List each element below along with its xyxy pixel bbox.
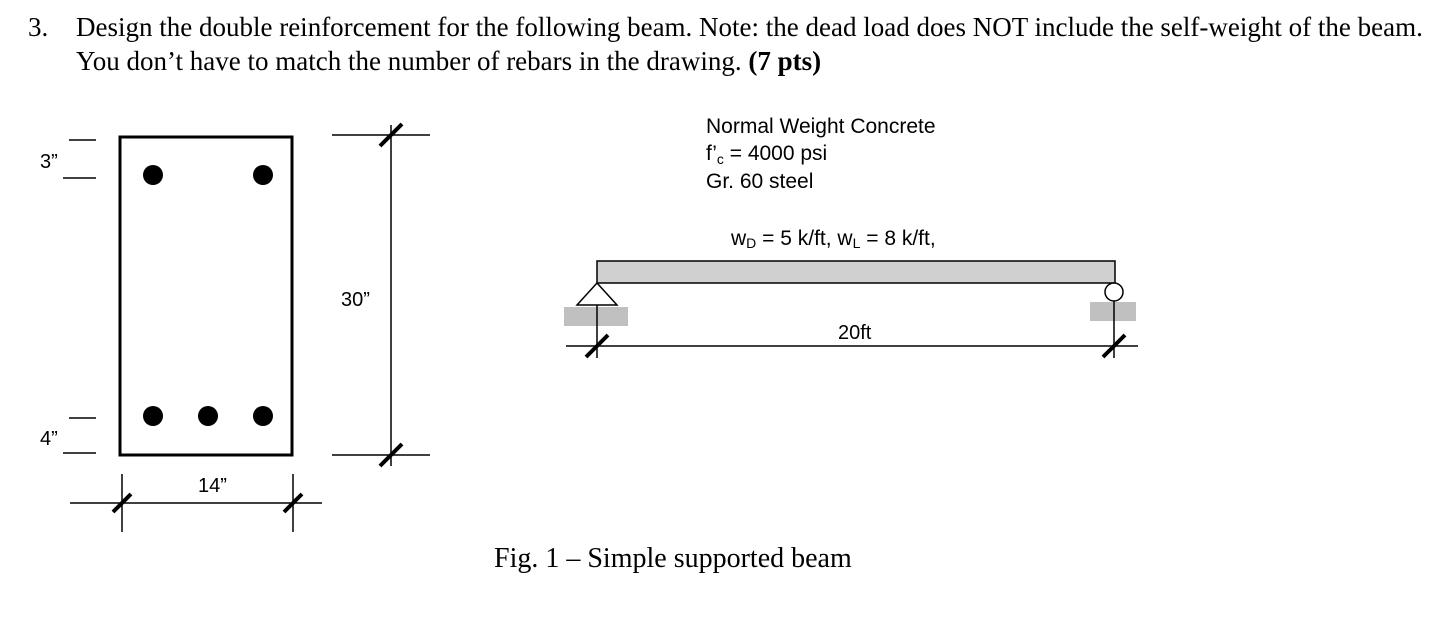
bottom-rebar <box>198 406 218 426</box>
span-label: 20ft <box>838 322 872 344</box>
steel-label: Gr. 60 steel <box>706 170 814 193</box>
bottom-rebar <box>143 406 163 426</box>
top-rebar <box>253 165 273 185</box>
width-label: 14” <box>198 475 227 497</box>
load-label: wD = 5 k/ft, wL = 8 k/ft, <box>731 227 936 251</box>
beam-elevation <box>597 261 1115 283</box>
question-body: Design the double reinforcement for the following beam. Note: the dead load does NOT include the self-weight of the beam. You don’t have to match the number of rebars in the drawing. <box>76 12 1423 76</box>
height-label: 30” <box>341 289 370 311</box>
bottom-cover-label: 4” <box>40 428 58 450</box>
question-number: 3. <box>28 12 49 42</box>
cover-markers <box>63 140 96 453</box>
top-cover-label: 3” <box>40 151 58 173</box>
figure-caption: Fig. 1 – Simple supported beam <box>494 543 852 574</box>
question-points: (7 pts) <box>748 46 822 76</box>
fc-label: f’c = 4000 psi <box>706 142 828 167</box>
bottom-rebar <box>253 406 273 426</box>
concrete-label: Normal Weight Concrete <box>706 115 936 138</box>
rebar-group <box>143 165 273 426</box>
top-rebar <box>143 165 163 185</box>
width-dimension <box>70 474 322 532</box>
